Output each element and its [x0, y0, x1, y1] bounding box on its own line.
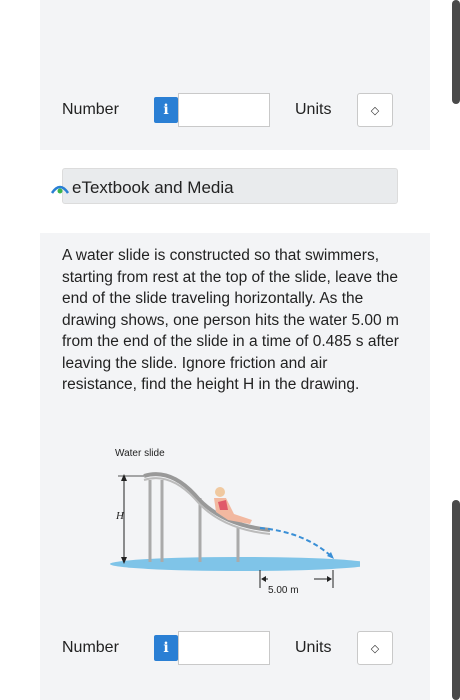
water-slide-figure: [100, 440, 360, 620]
height-label: H: [116, 510, 124, 522]
etextbook-icon: [50, 181, 70, 195]
units-label: Units: [295, 101, 332, 118]
etextbook-label: eTextbook and Media: [72, 178, 234, 197]
etextbook-link[interactable]: [50, 178, 234, 198]
units-select[interactable]: ◇: [357, 631, 393, 665]
number-label: Number: [62, 101, 119, 118]
slide-label: Water slide: [115, 448, 165, 459]
units-select[interactable]: ◇: [357, 93, 393, 127]
problem-statement: A water slide is constructed so that swimmers, starting from rest at the top of the slide, leave the end of the slide traveling horizontally. As the drawing shows, one person hits the water 5.00 m from the end of the slide in a time of 0.485 s after leaving the slide. Ignore friction and air resistance, find the height H in the drawing.: [62, 247, 399, 393]
distance-label: 5.00 m: [268, 585, 299, 596]
units-label: Units: [295, 639, 332, 656]
scrollbar[interactable]: [452, 0, 460, 104]
info-icon[interactable]: i: [154, 635, 178, 661]
answer-row-2: [62, 628, 402, 668]
water-slide-drawing: [100, 440, 360, 620]
info-icon[interactable]: i: [154, 97, 178, 123]
number-input[interactable]: [178, 93, 270, 127]
scrollbar-lower[interactable]: [452, 500, 460, 700]
water-surface: [110, 557, 360, 571]
number-label: Number: [62, 639, 119, 656]
answer-row-1: [62, 90, 402, 130]
number-input[interactable]: [178, 631, 270, 665]
